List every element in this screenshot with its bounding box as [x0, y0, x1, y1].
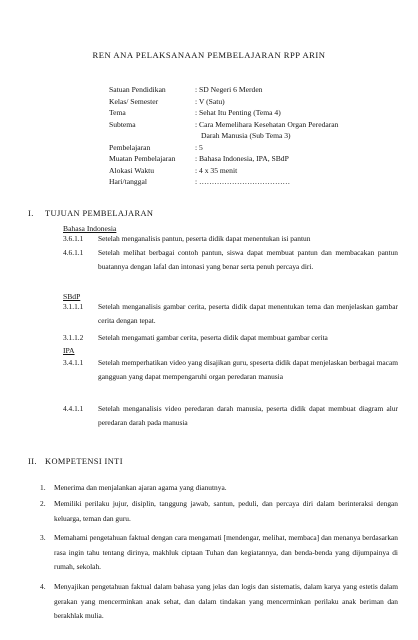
info-value: : ……………………………… [195, 177, 291, 186]
competency-text: Memiliki perilaku jujur, disiplin, tanggung jawab, santun, peduli, dan percaya diri dalam berinteraksi dengan keluarga, teman dan guru. [54, 499, 398, 523]
info-value-line: : Cara Memelihara Kesehatan Organ Peredaran [195, 119, 339, 129]
subject-heading-ipa: IPA [63, 346, 75, 355]
objective-item [63, 402, 398, 429]
competency-text: Menerima dan menjalankan ajaran agama yang dianutnya. [54, 483, 227, 492]
section-number: II. [28, 457, 37, 466]
section-number: I. [28, 209, 34, 218]
info-row [109, 107, 409, 119]
info-row [109, 153, 409, 165]
info-label: Tema [109, 108, 126, 117]
competency-number: 3. [40, 533, 46, 542]
objective-item [63, 331, 398, 345]
competency-number: 2. [40, 499, 46, 508]
info-label: Subtema [109, 119, 136, 129]
section-heading-tujuan [28, 209, 153, 218]
section-heading-kompetensi [28, 457, 123, 466]
subject-heading-bahasa: Bahasa Indonesia [63, 224, 117, 233]
info-value: : Bahasa Indonesia, IPA, SBdP [195, 154, 289, 163]
objective-item [63, 356, 398, 383]
objective-text: Setelah menganalisis video peredaran darah manusia, peserta didik dapat membuat diagram alur peredaran darah pada manusia [98, 404, 398, 427]
info-value: : SD Negeri 6 Merden [195, 85, 263, 94]
objective-item [63, 232, 398, 246]
section-title: KOMPETENSI INTI [45, 457, 123, 466]
info-label: Alokasi Waktu [109, 165, 155, 175]
competency-number: 4. [40, 582, 46, 591]
competency-text: Menyajikan pengetahuan faktual dalam bahasa yang jelas dan logis dan sistematis, dalam karya yang estetis dalam gerakan yang mencerminkan anak sehat, dan dalam tindakan yang mencerminkan perilaku anak beriman dan berakhlak mulia. [54, 582, 398, 620]
competency-item [40, 531, 398, 575]
info-label: Satuan Pendidikan [109, 85, 166, 94]
info-value: : V (Satu) [195, 96, 225, 106]
objective-item [63, 246, 398, 273]
objective-text: Setelah menganalisis gambar cerita, peserta didik dapat menentukan tema dan menjelaskan gambar cerita dengan tepat. [98, 302, 398, 325]
competency-number: 1. [40, 483, 46, 492]
info-value: : 4 x 35 menit [195, 165, 238, 175]
identity-table [109, 84, 409, 188]
info-label: Kelas/ Semester [109, 96, 159, 106]
info-label: Muatan Pembelajaran [109, 154, 176, 163]
info-row [109, 176, 409, 188]
document-title: REN ANA PELAKSANAAN PEMBELAJARAN RPP ARIN [92, 50, 326, 60]
info-value: : 5 [195, 142, 203, 152]
objective-code: 3.1.1.1 [63, 302, 84, 311]
info-row [109, 142, 409, 154]
objective-text: Setelah memperhatikan video yang disajikan guru, speserta didik dapat menjelaskan berbagai macam gangguan yang dapat mempengaruhi organ peredaran manusia [98, 358, 398, 381]
objective-code: 4.4.1.1 [63, 404, 84, 413]
competency-item [40, 481, 398, 496]
competency-text: Memahami pengetahuan faktual dengan cara mengamati [mendengar, melihat, membaca] dan menanya berdasarkan rasa ingin tahu tentang dirinya, makhluk ciptaan Tuhan dan kegiatannya, dan benda-benda yang dijumpainya di rumah, sekolah. [54, 533, 398, 571]
objective-text: Setelah melihat berbagai contoh pantun, siswa dapat membuat pantun dan membacakan pantun buatannya dengan lafal dan intonasi yang benar serta penuh percaya diri. [98, 248, 398, 271]
info-label: Pembelajaran [109, 142, 151, 152]
subject-heading-sbdp: SBdP [63, 292, 81, 301]
objective-code: 4.6.1.1 [63, 248, 84, 257]
objective-item [63, 300, 398, 327]
info-value: : Sehat Itu Penting (Tema 4) [195, 108, 281, 117]
objective-code: 3.1.1.2 [63, 333, 84, 342]
info-value-multiline [195, 119, 405, 142]
info-row [109, 84, 409, 96]
objective-code: 3.6.1.1 [63, 234, 84, 243]
info-row [109, 165, 409, 177]
info-label: Hari/tanggal [109, 177, 147, 186]
info-row [109, 96, 409, 108]
objective-text: Setelah menganalisis pantun, peserta didik dapat menentukan isi pantun [98, 234, 311, 243]
competency-item [40, 580, 398, 624]
competency-item [40, 497, 398, 526]
info-row [109, 119, 409, 142]
objective-code: 3.4.1.1 [63, 358, 84, 367]
section-title: TUJUAN PEMBELAJARAN [45, 209, 154, 218]
objective-text: Setelah mengamati gambar cerita, peserta didik dapat membuat gambar cerita [98, 333, 328, 342]
info-value-line: Darah Manusia (Sub Tema 3) [201, 131, 291, 140]
